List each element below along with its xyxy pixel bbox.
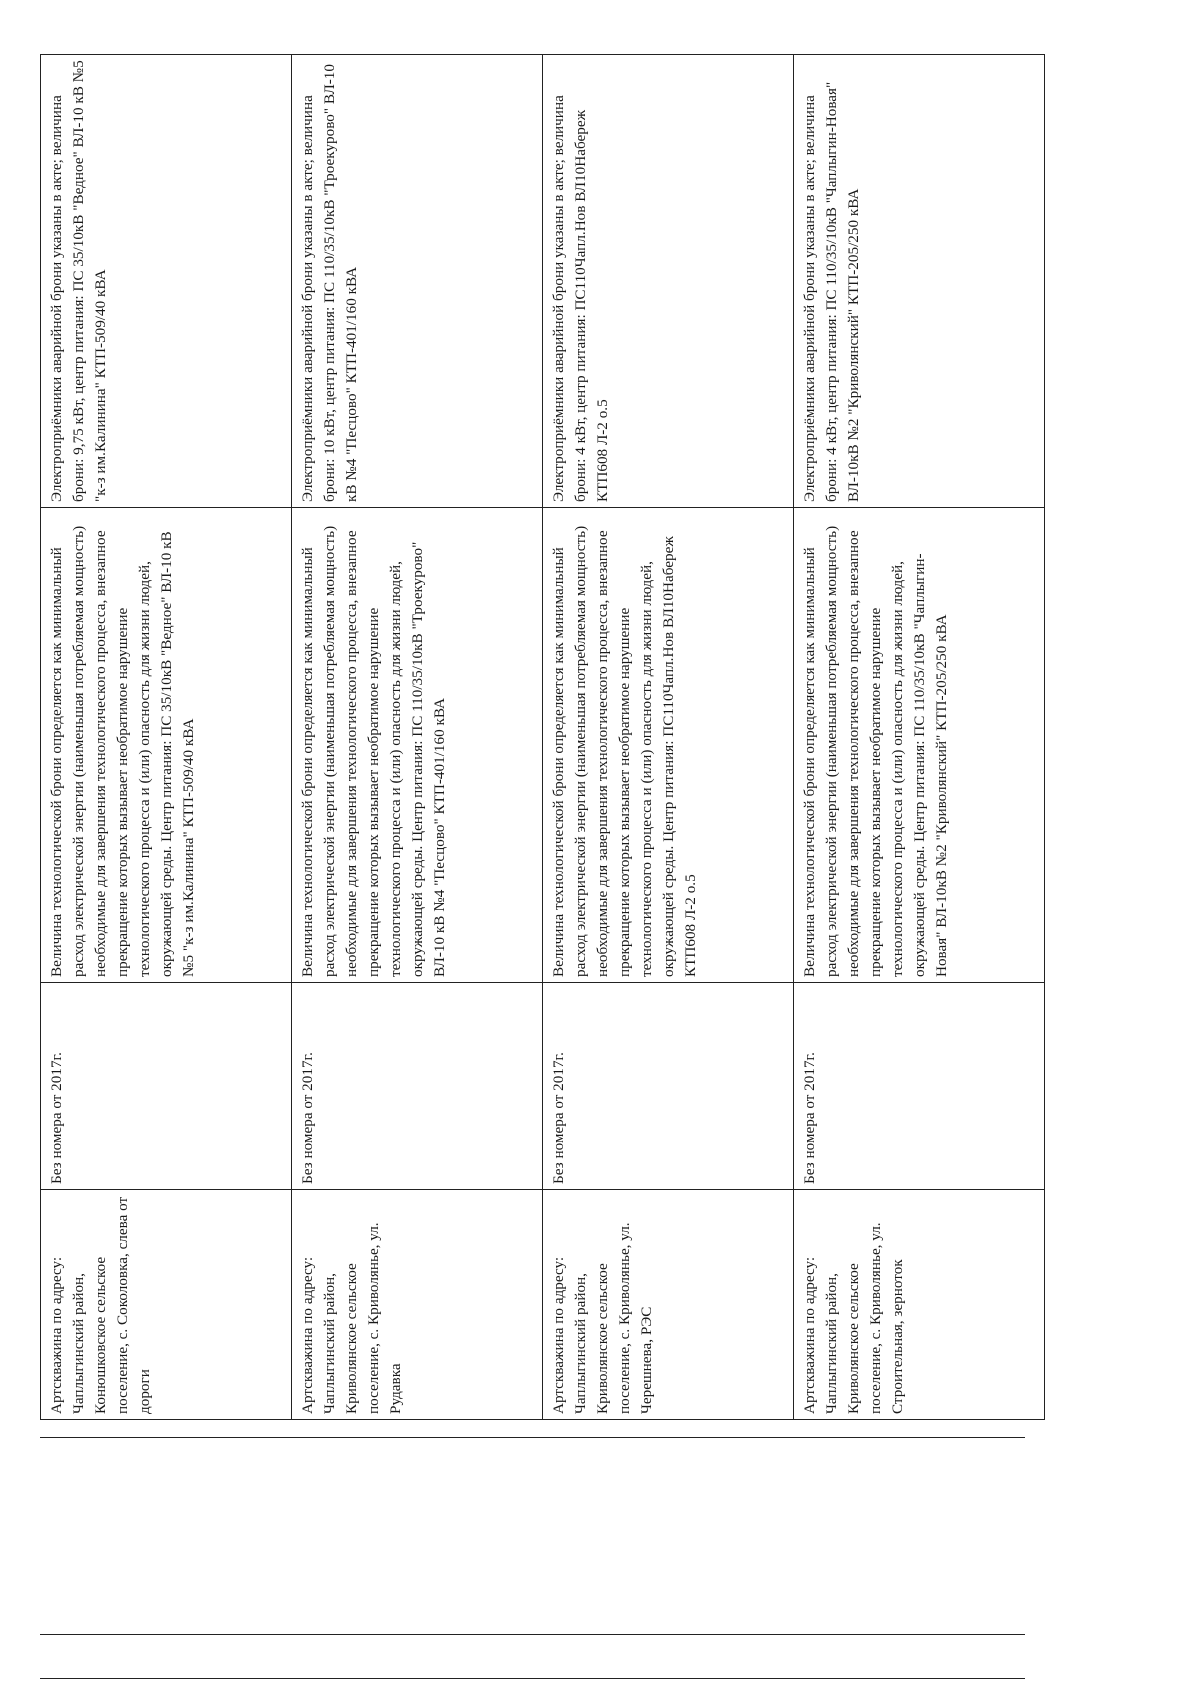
page-divider-line [40, 1678, 1025, 1679]
object-text: Артскважина по адресу: Чаплыгинский район, Конюшковское сельское поселение, с. Соколовка, слева от дороги [48, 1196, 153, 1414]
document-text: Без номера от 2017г. [801, 1052, 818, 1184]
table-row [41, 55, 292, 1420]
page-divider-line [40, 1437, 1025, 1438]
document-text: Без номера от 2017г. [299, 1052, 316, 1184]
emergency-reserve-cell [794, 55, 1045, 508]
emergency-reserve-cell [292, 55, 543, 508]
tech-reserve-cell [292, 508, 543, 983]
object-cell [543, 1190, 794, 1420]
document-cell [292, 983, 543, 1190]
object-text: Артскважина по адресу: Чаплыгинский район, Криволянское сельское поселение, с. Криволянье, ул. Черешнева, РЭС [550, 1222, 655, 1414]
tech-reserve-cell [543, 508, 794, 983]
document-cell [41, 983, 292, 1190]
emergency-reserve-text: Электроприёмники аварийной брони указаны в акте; величина брони: 4 кВт, центр питания: ПС 110/35/10кВ "Чаплыгин-Новая" ВЛ-10кВ №2 "Криволянский" КТП-205/250 кВА [801, 81, 862, 502]
document-text: Без номера от 2017г. [550, 1052, 567, 1184]
object-cell [794, 1190, 1045, 1420]
tech-reserve-text: Величина технологической брони определяется как минимальный расход электрической энергии (наименьшая потребляемая мощность) необходимые для завершения технологического процесса, внезапное прекращение которых вызывает необратимое нарушение технологического процесса и (или) опасность для жизни людей, окружающей среды. Центр питания: ПС 35/10кВ "Ведное" ВЛ-10 кВ №5 "к-з им.Калинина" КТП-509/40 кВА [48, 525, 197, 977]
rotated-table-container [40, 55, 1045, 1420]
emergency-reserve-text: Электроприёмники аварийной брони указаны в акте; величина брони: 10 кВт, центр питания: ПС 110/35/10кВ "Троекурово" ВЛ-10 кВ №4 "Песцово" КТП-401/160 кВА [299, 64, 360, 502]
table-row [543, 55, 794, 1420]
document-cell [794, 983, 1045, 1190]
table-row [794, 55, 1045, 1420]
tech-reserve-cell [41, 508, 292, 983]
object-text: Артскважина по адресу: Чаплыгинский район, Криволянское сельское поселение, с. Криволянье, ул. Рудавка [299, 1222, 404, 1414]
object-text: Артскважина по адресу: Чаплыгинский район, Криволянское сельское поселение, с. Криволянье, ул. Строительная, зерноток [801, 1222, 906, 1414]
tech-reserve-text: Величина технологической брони определяется как минимальный расход электрической энергии (наименьшая потребляемая мощность) необходимые для завершения технологического процесса, внезапное прекращение которых вызывает необратимое нарушение технологического процесса и (или) опасность для жизни людей, окружающей среды. Центр питания: ПС110Чапл.Нов ВЛ10Набереж КТП608 Л-2 о.5 [550, 525, 699, 977]
tech-reserve-text: Величина технологической брони определяется как минимальный расход электрической энергии (наименьшая потребляемая мощность) необходимые для завершения технологического процесса, внезапное прекращение которых вызывает необратимое нарушение технологического процесса и (или) опасность для жизни людей, окружающей среды. Центр питания: ПС 110/35/10кВ "Троекурово" ВЛ-10 кВ №4 "Песцово" КТП-401/160 кВА [299, 525, 448, 977]
page-divider-line [40, 1634, 1025, 1635]
tech-reserve-text: Величина технологической брони определяется как минимальный расход электрической энергии (наименьшая потребляемая мощность) необходимые для завершения технологического процесса, внезапное прекращение которых вызывает необратимое нарушение технологического процесса и (или) опасность для жизни людей, окружающей среды. Центр питания: ПС 110/35/10кВ "Чаплыгин-Новая" ВЛ-10кВ №2 "Криволянский" КТП-205/250 кВА [801, 525, 950, 977]
document-cell [543, 983, 794, 1190]
object-cell [41, 1190, 292, 1420]
emergency-reserve-text: Электроприёмники аварийной брони указаны в акте; величина брони: 4 кВт, центр питания: ПС110Чапл.Нов ВЛ10Набереж КТП608 Л-2 о.5 [550, 95, 611, 502]
table-row [292, 55, 543, 1420]
tech-reserve-cell [794, 508, 1045, 983]
object-cell [292, 1190, 543, 1420]
emergency-reserve-cell [543, 55, 794, 508]
emergency-reserve-text: Электроприёмники аварийной брони указаны в акте; величина брони: 9,75 кВт, центр питания: ПС 35/10кВ "Ведное" ВЛ-10 кВ №5 "к-з им.Калинина" КТП-509/40 кВА [48, 60, 109, 502]
reserve-table [40, 54, 1045, 1420]
document-text: Без номера от 2017г. [48, 1052, 65, 1184]
emergency-reserve-cell [41, 55, 292, 508]
